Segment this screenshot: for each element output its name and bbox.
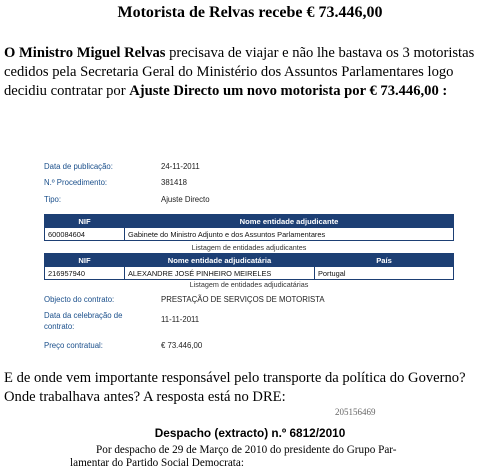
intro-paragraph (4, 44, 496, 101)
col-entidade-adjudicataria: Nome entidade adjudicatária (125, 254, 315, 267)
adjudicante-caption: Listagem de entidades adjudicantes (191, 243, 307, 252)
despacho-line-2: lamentar do Partido Social Democrata: (70, 457, 244, 469)
adjudicataria-table (44, 253, 454, 280)
adjudicataria-caption: Listagem de entidades adjudicatárias (189, 280, 309, 289)
table-row (45, 228, 454, 241)
intro-bold-name: O Ministro Miguel Relvas (4, 45, 166, 61)
celebration-date-label-2: contrato: (44, 322, 75, 331)
table-row (45, 267, 454, 280)
adjudicante-table (44, 214, 454, 241)
celebration-date-label-1: Data da celebração de (44, 311, 123, 320)
type-value: Ajuste Directo (161, 195, 210, 204)
col-entidade-adjudicante: Nome entidade adjudicante (125, 215, 454, 228)
entity-cell: Gabinete do Ministro Adjunto e dos Assuntos Parlamentares (125, 228, 454, 241)
celebration-date-value: 11-11-2011 (161, 315, 200, 324)
despacho-title: Despacho (extracto) n.º 6812/2010 (154, 426, 346, 440)
col-pais: País (315, 254, 454, 267)
type-label: Tipo: (44, 195, 62, 204)
country-cell: Portugal (315, 267, 454, 280)
intro-text: precisava de viajar e não lhe bastava os 3 motoristas cedidos pela Secretaria Geral do Ministério dos Assuntos Parlamentares logo decidiu contratar por (4, 45, 475, 99)
pub-date-label: Data de publicação: (44, 162, 113, 171)
procedure-label: N.º Procedimento: (44, 178, 108, 187)
despacho-body (70, 444, 450, 470)
despacho-line-1: Por despacho de 29 de Março de 2010 do presidente do Grupo Par- (96, 444, 397, 456)
col-nif: NIF (45, 215, 125, 228)
article-title: Motorista de Relvas recebe € 73.446,00 (117, 4, 383, 21)
object-value: PRESTAÇÃO DE SERVIÇOS DE MOTORISTA (161, 295, 325, 304)
nif-cell: 600084604 (45, 228, 125, 241)
pub-date-value: 24-11-2011 (161, 162, 200, 171)
question-paragraph: E de onde vem importante responsável pelo transporte da política do Governo? Onde trabalhava antes? A resposta está no DRE: (4, 370, 466, 405)
nif-cell: 216957940 (45, 267, 125, 280)
procedure-value: 381418 (161, 178, 188, 187)
object-label: Objecto do contrato: (44, 295, 115, 304)
cropped-number: 205156469 (335, 407, 376, 417)
price-value: € 73.446,00 (161, 341, 203, 350)
price-label: Preço contratual: (44, 341, 103, 350)
intro-bold-end: Ajuste Directo um novo motorista por € 73.446,00 : (129, 83, 448, 99)
col-nif: NIF (45, 254, 125, 267)
entity-cell: ALEXANDRE JOSÉ PINHEIRO MEIRELES (125, 267, 315, 280)
